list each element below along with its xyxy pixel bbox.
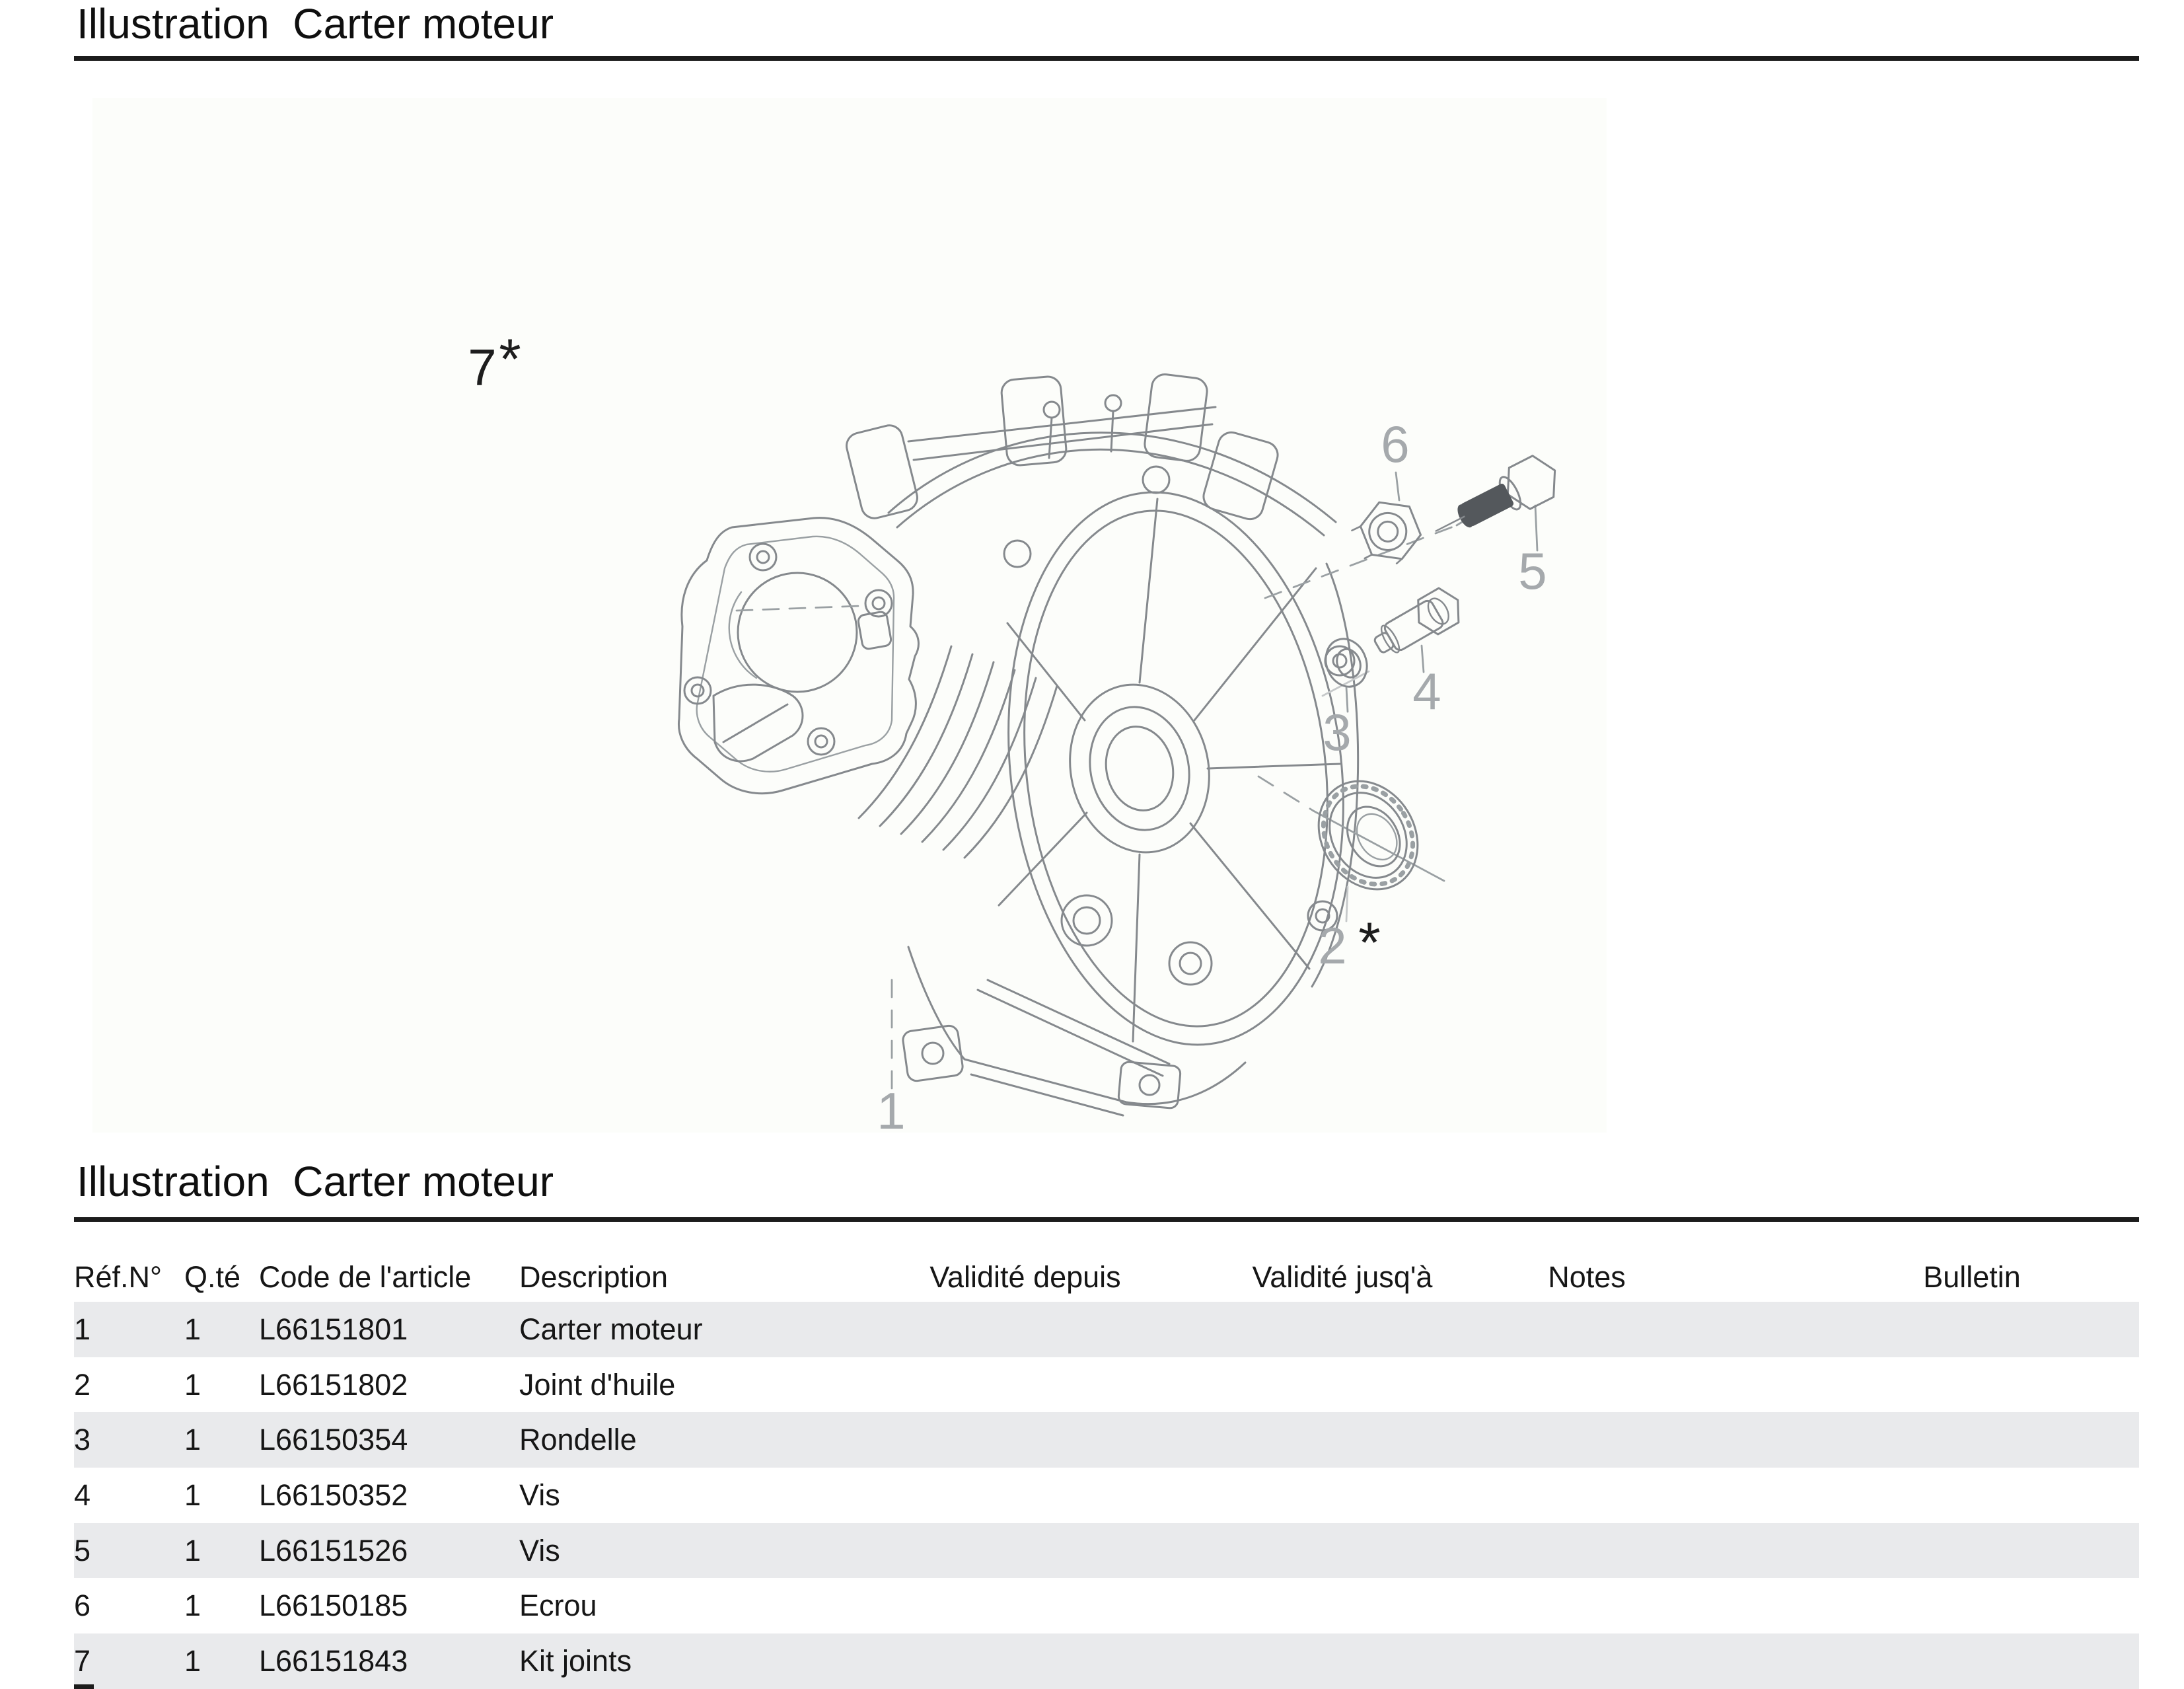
cell-code: L66151802 — [259, 1367, 408, 1402]
foot-hole — [922, 1043, 943, 1064]
cell-code: L66150185 — [259, 1589, 408, 1623]
engine-crankcase-illustration — [92, 98, 1607, 1133]
cell-ref: 4 — [74, 1478, 91, 1513]
face-hole — [1074, 907, 1100, 934]
rim-ear — [1143, 467, 1169, 493]
callout-3: 3 — [1323, 703, 1352, 761]
parts-table-body — [74, 1302, 2139, 1689]
cell-description: Vis — [519, 1478, 560, 1513]
cell-qty: 1 — [184, 1312, 201, 1346]
callout-7: 7 — [468, 338, 497, 396]
plug-hex-head — [1409, 583, 1468, 640]
table-row — [74, 1633, 2139, 1689]
foot-bracket — [902, 1025, 964, 1082]
face-hole — [1169, 942, 1212, 985]
callout-1: 1 — [877, 1082, 906, 1133]
cylinder-bore — [738, 573, 857, 692]
callout-6: 6 — [1381, 415, 1410, 473]
cell-code: L66151801 — [259, 1312, 408, 1346]
cell-qty: 1 — [184, 1644, 201, 1678]
column-header-bulletin: Bulletin — [1923, 1260, 2021, 1294]
spoke — [1133, 854, 1140, 1041]
table-row — [74, 1523, 2139, 1579]
nut-part-6 — [1348, 499, 1424, 566]
cell-ref: 5 — [74, 1533, 91, 1567]
rib — [859, 646, 951, 818]
cell-qty: 1 — [184, 1423, 201, 1457]
flange-bolt-hole — [692, 685, 704, 696]
cell-description: Joint d'huile — [519, 1367, 676, 1402]
bore-accent — [729, 592, 756, 678]
plug-body — [1383, 599, 1445, 652]
top-bar-line — [914, 424, 1212, 460]
spoke — [999, 813, 1087, 905]
flange-pocket — [713, 685, 803, 761]
stud-hole — [1105, 395, 1121, 411]
cell-description: Rondelle — [519, 1423, 637, 1457]
flange-bolt-hole — [815, 735, 827, 747]
nut-circle — [1367, 511, 1408, 552]
page-title-table: Illustration Carter moteur — [77, 1158, 554, 1205]
flange-bolt-hole — [808, 728, 834, 755]
cell-description: Ecrou — [519, 1589, 597, 1623]
callout-7-asterisk: * — [499, 328, 521, 391]
leader-dashed-to-bolt — [1265, 525, 1457, 598]
cell-ref: 1 — [74, 1312, 91, 1346]
crankcase-drawing-svg — [92, 98, 1607, 1133]
cell-qty: 1 — [184, 1478, 201, 1513]
callout-2-asterisk: * — [1358, 911, 1381, 975]
bearing-boss — [1054, 671, 1225, 866]
plug-head-face — [1424, 595, 1453, 627]
cell-ref: 7 — [74, 1644, 91, 1678]
column-header-notes: Notes — [1548, 1260, 1626, 1294]
stud-hole — [1044, 402, 1060, 418]
bore-centerline-dashed — [737, 606, 860, 611]
callout-2: 2 — [1318, 917, 1347, 975]
column-header-valid-from: Validité depuis — [929, 1260, 1121, 1294]
nut-hex — [1357, 500, 1424, 561]
crankcase-rim-outer — [978, 473, 1374, 1065]
flange-bolt-hole — [873, 597, 885, 609]
table-row — [74, 1412, 2139, 1468]
column-header-desc: Description — [519, 1260, 669, 1294]
flange-pocket-line — [723, 704, 787, 742]
bolt-part-5 — [1426, 450, 1566, 552]
rim-ear — [1333, 654, 1346, 667]
column-header-valid-to: Validité jusq'à — [1252, 1260, 1433, 1294]
title-rule-top — [74, 56, 2139, 61]
spoke — [1140, 499, 1157, 683]
cell-qty: 1 — [184, 1533, 201, 1567]
leader-part6 — [1396, 472, 1399, 500]
crankcase-rim-inner — [996, 493, 1356, 1043]
cylinder-flange-outline — [678, 518, 918, 794]
cell-ref: 6 — [74, 1589, 91, 1623]
cell-ref: 3 — [74, 1423, 91, 1457]
seal-knurl — [1305, 769, 1431, 901]
bottom-rule-fragment — [74, 1684, 94, 1689]
plug-part-4 — [1368, 583, 1468, 663]
rib — [943, 678, 1036, 850]
column-header-code: Code de l'article — [259, 1260, 472, 1294]
flange-bolt-hole — [750, 544, 776, 570]
cell-description: Kit joints — [519, 1644, 632, 1678]
bearing-bore — [1098, 720, 1181, 817]
rib — [901, 662, 994, 834]
spoke — [1007, 623, 1085, 720]
cell-code: L66150354 — [259, 1423, 408, 1457]
title-rule-table — [74, 1217, 2139, 1222]
leader-dashed-to-seal — [1258, 776, 1313, 811]
cell-qty: 1 — [184, 1589, 201, 1623]
foot-hole — [1140, 1075, 1159, 1095]
table-row — [74, 1468, 2139, 1523]
crankcase-line-art — [678, 373, 1373, 1115]
parts-table-header — [74, 1259, 2139, 1297]
rib — [922, 670, 1015, 842]
mounting-lug — [844, 423, 920, 521]
rib — [880, 654, 972, 826]
table-row — [74, 1578, 2139, 1633]
mounting-lug — [1144, 373, 1209, 462]
table-row — [74, 1357, 2139, 1413]
face-hole — [1180, 953, 1201, 974]
plug-tip — [1373, 632, 1395, 654]
rim-ear — [1004, 541, 1031, 567]
page-title-top: Illustration Carter moteur — [77, 0, 554, 48]
flange-bolt-hole — [757, 551, 769, 563]
column-header-ref: Réf.N° — [74, 1260, 163, 1294]
spoke — [1190, 823, 1309, 969]
spoke — [1208, 764, 1340, 769]
face-hole — [1062, 895, 1112, 946]
cell-ref: 2 — [74, 1367, 91, 1402]
cell-code: L66151526 — [259, 1533, 408, 1567]
column-header-qty: Q.té — [184, 1260, 241, 1294]
cell-code: L66150352 — [259, 1478, 408, 1513]
cell-qty: 1 — [184, 1367, 201, 1402]
callout-5: 5 — [1518, 542, 1547, 600]
top-bar-line — [908, 407, 1216, 441]
flange-gasket-line — [697, 537, 894, 772]
callout-4: 4 — [1412, 662, 1441, 720]
cell-description: Vis — [519, 1533, 560, 1567]
nut-bore — [1377, 520, 1399, 543]
cell-code: L66151843 — [259, 1644, 408, 1678]
leader-lines — [737, 472, 1537, 1097]
cell-description: Carter moteur — [519, 1312, 703, 1346]
bearing-boss — [1078, 697, 1201, 840]
seal-mid — [1314, 778, 1422, 893]
table-row — [74, 1302, 2139, 1357]
